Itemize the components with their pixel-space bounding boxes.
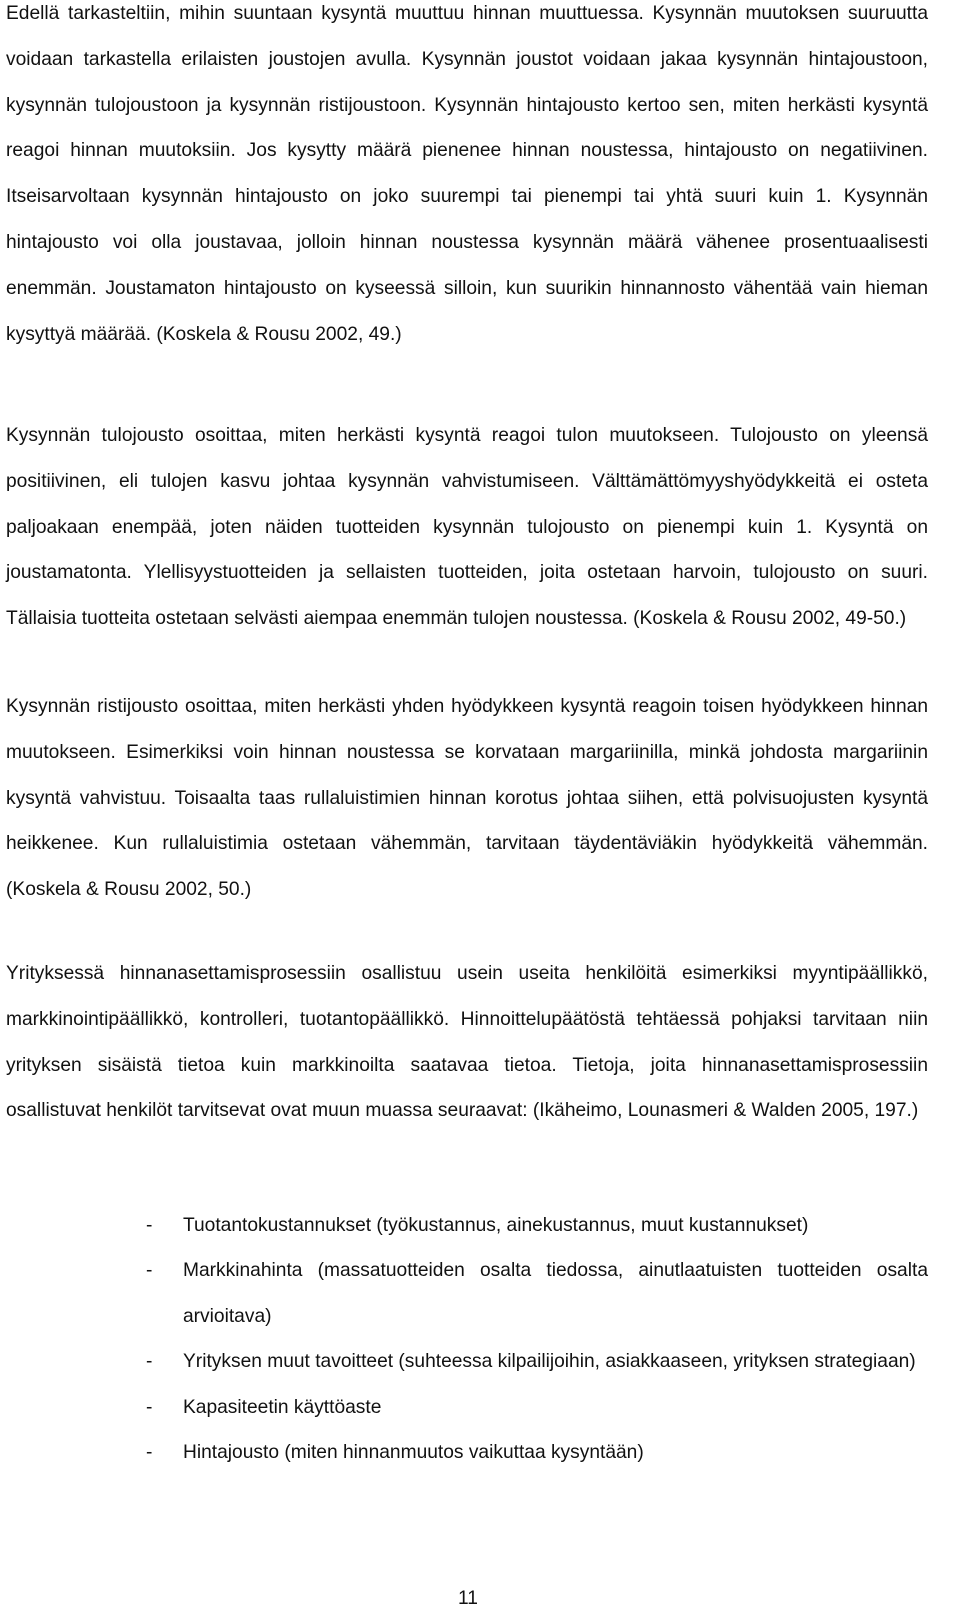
paragraph-income-elasticity: Kysynnän tulojousto osoittaa, miten herkästi kysyntä reagoi tulon muutokseen. Tulojousto on yleensä positiivinen, eli tulojen kasvu johtaa kysynnän vahvistumiseen. Välttämättömyyshyödykkeitä ei osteta paljoakaan enempää, joten näiden tuotteiden kysynnän tulojousto on pienempi kuin 1. Kysyntä on joustamatonta. Ylellisyystuotteiden ja sellaisten tuotteiden, joita ostetaan harvoin, tulojousto on suuri. Tällaisia tuotteita ostetaan selvästi aiempaa enemmän tulojen noustessa. (Koskela & Rousu 2002, 49-50.) — [6, 425, 928, 630]
list-item-text: Markkinahinta (massatuotteiden osalta tiedossa, ainutlaatuisten tuotteiden osalta arvioitava) — [183, 1260, 928, 1327]
list-bullet: - — [146, 1260, 153, 1282]
list-item-text: Hintajousto (miten hinnanmuutos vaikuttaa kysyntään) — [183, 1442, 644, 1464]
list-item — [6, 1248, 928, 1339]
list-bullet: - — [146, 1215, 153, 1236]
list-bullet: - — [146, 1351, 153, 1373]
list-item — [6, 1203, 928, 1248]
list-item — [6, 1339, 928, 1384]
paragraph-price-elasticity: Edellä tarkasteltiin, mihin suuntaan kysyntä muuttuu hinnan muuttuessa. Kysynnän muutoksen suuruutta voidaan tarkastella erilaisten joustojen avulla. Kysynnän joustot voidaan jakaa kysynnän hintajoustoon, kysynnän tulojoustoon ja kysynnän ristijoustoon. Kysynnän hintajousto kertoo sen, miten herkästi kysyntä reagoi hinnan muutoksiin. Jos kysytty määrä pienenee hinnan noustessa, hintajousto on negatiivinen. Itseisarvoltaan kysynnän hintajousto on joko suurempi tai pienempi tai yhtä suuri kuin 1. Kysynnän hintajousto voi olla joustavaa, jolloin hinnan noustessa kysynnän määrä vähenee prosentuaalisesti enemmän. Joustamaton hintajousto on kyseessä silloin, kun suurikin hinnannosto vähentää vain hieman kysyttyä määrää. (Koskela & Rousu 2002, 49.) — [6, 3, 928, 345]
list-item — [6, 1430, 928, 1475]
list-bullet: - — [146, 1442, 153, 1464]
paragraph-pricing-process: Yrityksessä hinnanasettamisprosessiin osallistuu usein useita henkilöitä esimerkiksi myyntipäällikkö, markkinointipäällikkö, kontrolleri, tuotantopäällikkö. Hinnoittelupäätöstä tehtäessä pohjaksi tarvitaan niin yrityksen sisäistä tietoa kuin markkinoilta saatavaa tietoa. Tietoja, joita hinnanasettamisprosessiin osallistuvat henkilöt tarvitsevat ovat muun muassa seuraavat: (Ikäheimo, Lounasmeri & Walden 2005, 197.) — [6, 963, 928, 1122]
paragraph-cross-elasticity: Kysynnän ristijousto osoittaa, miten herkästi yhden hyödykkeen kysyntä reagoin toisen hyödykkeen hinnan muutokseen. Esimerkiksi voin hinnan noustessa se korvataan margariinilla, minkä johdosta margariinin kysyntä vahvistuu. Toisaalta taas rullaluistimien hinnan korotus johtaa siihen, että polvisuojusten kysyntä heikkenee. Kun rullaluistimia ostetaan vähemmän, tarvitaan täydentäviäkin hyödykkeitä vähemmän. (Koskela & Rousu 2002, 50.) — [6, 696, 928, 901]
list-item-text: Yrityksen muut tavoitteet (suhteessa kilpailijoihin, asiakkaaseen, yrityksen strategiaan) — [183, 1351, 916, 1373]
pricing-information-list — [6, 1203, 928, 1475]
list-item-text: Tuotantokustannukset (työkustannus, ainekustannus, muut kustannukset) — [183, 1215, 809, 1236]
list-item — [6, 1385, 928, 1430]
list-item-text: Kapasiteetin käyttöaste — [183, 1396, 382, 1418]
list-bullet: - — [146, 1396, 153, 1418]
page-number: 11 — [458, 1588, 478, 1609]
